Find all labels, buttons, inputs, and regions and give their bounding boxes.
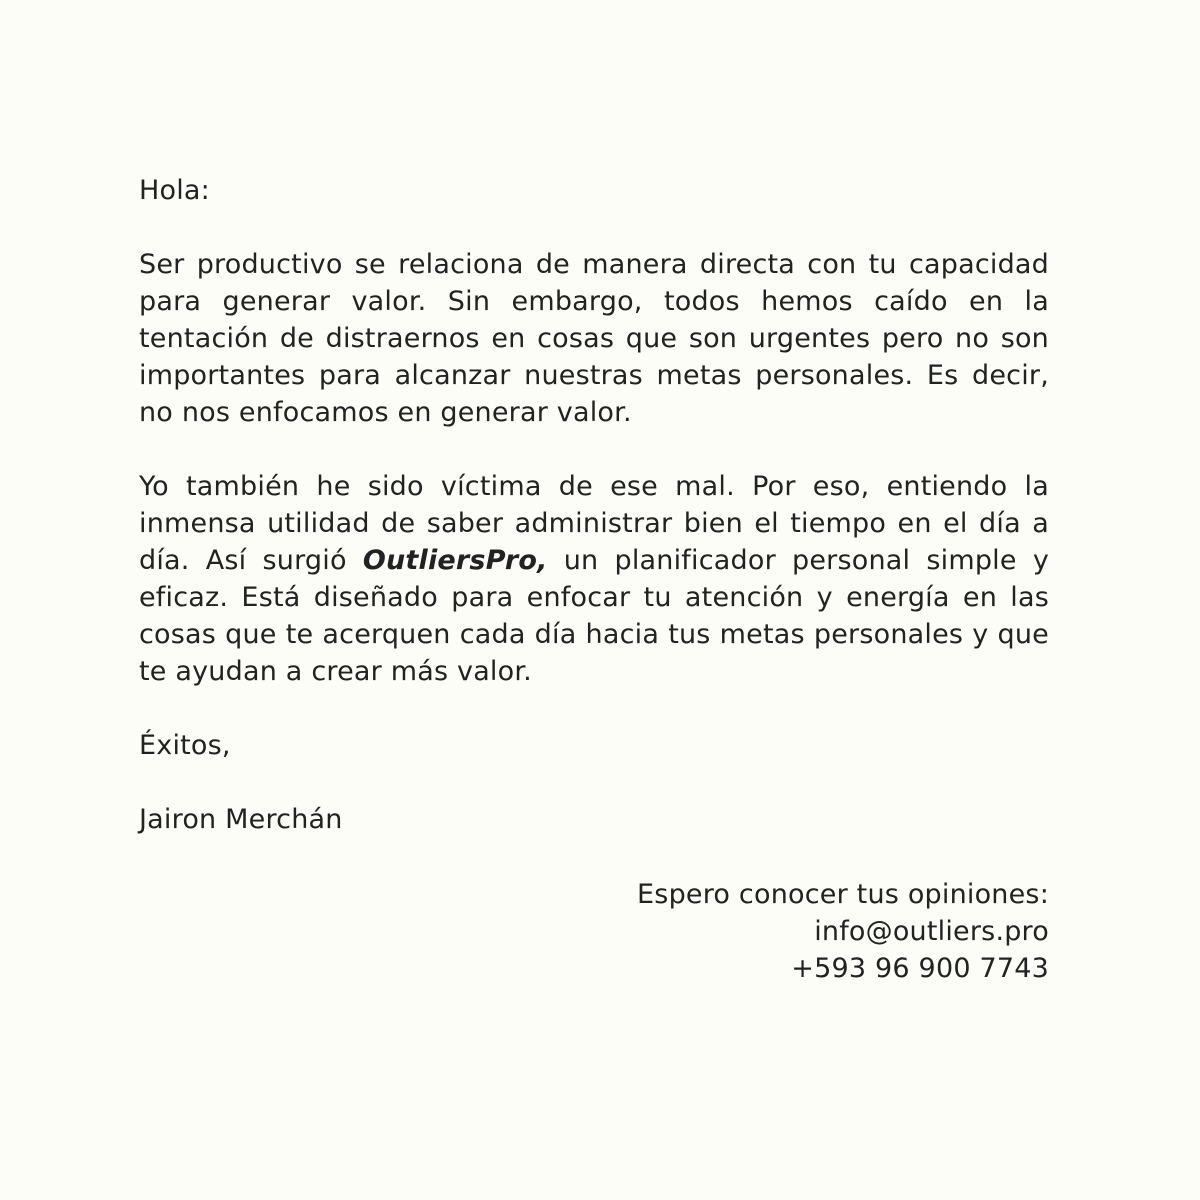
contact-block xyxy=(139,876,1049,987)
paragraph-outlierspro xyxy=(139,468,1049,690)
letter xyxy=(139,172,1049,987)
paragraph-outlierspro-after: un planificador personal simple y eficaz. Está diseñado para enfocar tu atención y energía en las cosas que te acerquen cada día hacia tus metas personales y que te ayudan a crear más valor. xyxy=(139,545,1049,687)
paragraph-productivity: Ser productivo se relaciona de manera directa con tu capacidad para generar valor. Sin embargo, todos hemos caído en la tentación de distraernos en cosas que son urgentes pero no son importantes para alcanzar nuestras metas personales. Es decir, no nos enfocamos en generar valor. xyxy=(139,249,1049,428)
greeting: Hola: xyxy=(139,175,210,206)
brand-name: OutliersPro, xyxy=(362,545,548,576)
signature: Jairon Merchán xyxy=(139,804,343,835)
contact-phone: +593 96 900 7743 xyxy=(791,953,1049,984)
contact-prompt: Espero conocer tus opiniones: xyxy=(637,879,1049,910)
contact-email: info@outliers.pro xyxy=(814,916,1049,947)
closing: Éxitos, xyxy=(139,730,231,761)
paragraph-outlierspro-before: Yo también he sido víctima de ese mal. Por eso, entiendo la inmensa utilidad de saber administrar bien el tiempo en el día a día. Así surgió xyxy=(139,471,1049,576)
